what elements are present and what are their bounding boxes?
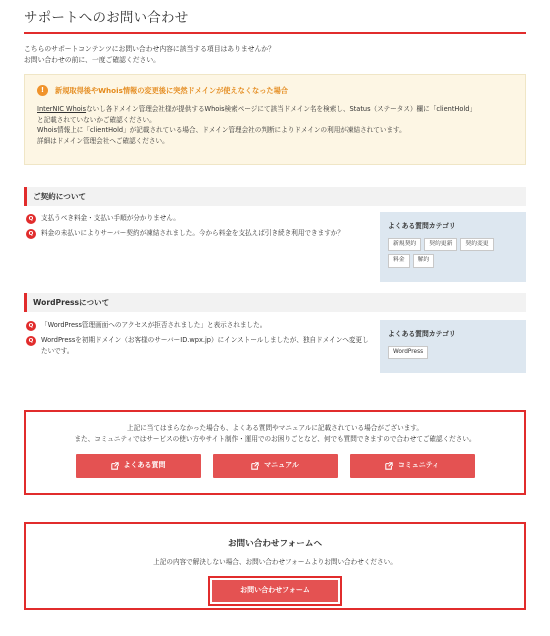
faq-item[interactable] [26, 213, 371, 224]
intro-line-1: こちらのサポートコンテンツにお問い合わせ内容に該当する項目はありませんか？ [24, 45, 275, 53]
community-button-label: コミュニティ [397, 461, 440, 470]
contact-button-frame [208, 576, 342, 606]
faq-item-text[interactable]: WordPressを初期ドメイン（お客様のサーバーID.wpx.jp）にインストールしましたが、独自ドメインへ変更したいです。 [41, 336, 369, 355]
internic-whois-link[interactable]: InterNIC Whois [37, 105, 87, 114]
faq-category-tags [388, 346, 518, 360]
notice-heading [37, 85, 513, 96]
contract-question-list [26, 213, 371, 243]
tag-cancellation[interactable]: 解約 [413, 254, 435, 268]
help-line-2: また、コミュニティではサービスの使い方やサイト制作・運用でのお困りごとなど、何でも質問できますので合わせてご確認ください。 [74, 434, 476, 443]
notice-box [24, 74, 526, 165]
faq-category-tags [388, 238, 518, 269]
external-link-icon [111, 462, 119, 470]
tag-fees[interactable]: 料金 [388, 254, 410, 268]
external-link-icon [251, 462, 259, 470]
help-line-1: 上記に当てはまらなかった場合も、よくある質問やマニュアルに記載されている場合がございます。 [127, 424, 423, 432]
faq-category-box-wordpress [380, 320, 526, 373]
tag-wordpress[interactable]: WordPress [388, 346, 428, 360]
question-icon: Q [26, 321, 36, 331]
contact-form-button[interactable]: お問い合わせフォーム [212, 580, 338, 602]
faq-item[interactable] [26, 228, 371, 239]
faq-item-text[interactable]: 料金の未払いによりサーバー契約が凍結されました。今から料金を支払えば引き続き利用できますか？ [41, 229, 344, 237]
question-icon: Q [26, 229, 36, 239]
notice-title: 新規取得後やWhois情報の変更後に突然ドメインが使えなくなった場合 [55, 86, 288, 95]
notice-line-1: ないし各ドメイン管理会社様が提供するWhois検索ページにて該当ドメイン名を検索し、Status（ステータス）欄に「clientHold」 [86, 105, 477, 114]
contact-text: 上記の内容で解決しない場合、お問い合わせフォームよりお問い合わせください。 [153, 558, 397, 567]
tag-contract-renewal[interactable]: 契約更新 [424, 238, 457, 252]
contact-form-box [24, 522, 526, 610]
wordpress-question-list [26, 320, 371, 360]
faq-category-title: よくある質問カテゴリ [388, 330, 456, 338]
help-button-row [26, 454, 524, 478]
community-button[interactable] [350, 454, 475, 478]
faq-item[interactable] [26, 320, 371, 331]
notice-line-4: 詳細はドメイン管理会社へご確認ください。 [37, 136, 169, 145]
manual-button[interactable] [213, 454, 338, 478]
faq-item[interactable] [26, 335, 371, 356]
faq-category-box-contract [380, 212, 526, 282]
intro-text [24, 44, 526, 66]
page-title: サポートへのお問い合わせ [24, 6, 526, 34]
help-resources-box [24, 410, 526, 495]
contact-title: お問い合わせフォームへ [227, 539, 323, 549]
faq-item-text[interactable]: 支払うべき料金・支払い手順が分かりません。 [41, 214, 180, 222]
notice-body [37, 104, 513, 146]
section-heading-contract: ご契約について [24, 187, 526, 206]
exclamation-icon: ! [37, 85, 48, 96]
tag-new-contract[interactable]: 新規契約 [388, 238, 421, 252]
manual-button-label: マニュアル [264, 461, 299, 470]
intro-line-2: お問い合わせの前に、一度ご確認ください。 [24, 56, 160, 65]
faq-category-title: よくある質問カテゴリ [388, 222, 456, 230]
question-icon: Q [26, 336, 36, 346]
faq-item-text[interactable]: 「WordPress管理画面へのアクセスが拒否されました」と表示されました。 [41, 321, 267, 329]
notice-line-3: Whois情報上に「clientHold」が記載されている場合、ドメイン管理会社の判断によりドメインの利用が凍結されています。 [37, 126, 406, 135]
notice-line-2: と記載されていないかご確認ください。 [37, 115, 156, 124]
question-icon: Q [26, 214, 36, 224]
section-heading-wordpress: WordPressについて [24, 293, 526, 312]
external-link-icon [385, 462, 393, 470]
faq-button[interactable] [76, 454, 201, 478]
tag-contract-change[interactable]: 契約変更 [460, 238, 493, 252]
faq-button-label: よくある質問 [123, 461, 166, 470]
